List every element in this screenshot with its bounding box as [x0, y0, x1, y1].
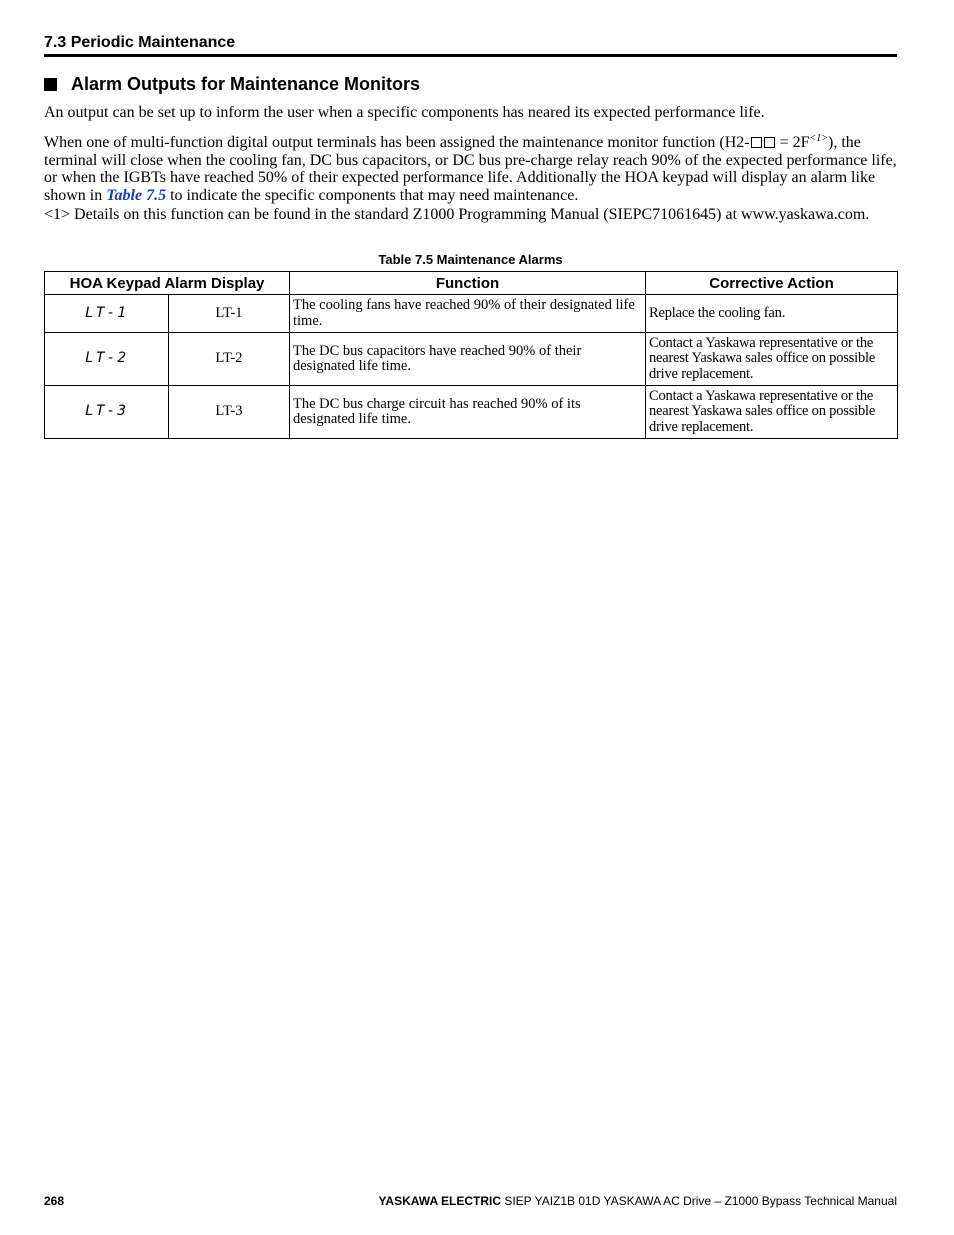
page-number: 268 — [44, 1194, 65, 1208]
placeholder-box-icon — [751, 137, 762, 148]
alarm-code: LT-2 — [169, 333, 290, 386]
alarm-function: The DC bus capacitors have reached 90% of their designated life time. — [290, 333, 646, 386]
segment-display-icon: LT-3 — [45, 386, 169, 439]
table-row — [45, 295, 898, 333]
section-header: 7.3 Periodic Maintenance — [44, 34, 897, 57]
paragraph-text-4: to indicate the specific components that may need maintenance. — [166, 186, 579, 204]
corrective-action: Replace the cooling fan. — [646, 295, 898, 333]
table-row — [45, 333, 898, 386]
square-bullet-icon — [44, 78, 57, 91]
maintenance-paragraph — [44, 130, 899, 204]
alarm-code: LT-1 — [169, 295, 290, 333]
table-header-row — [45, 272, 898, 295]
corrective-action: Contact a Yaskawa representative or the nearest Yaskawa sales office on possible drive replacement. — [646, 386, 898, 439]
heading-text: Alarm Outputs for Maintenance Monitors — [71, 74, 421, 94]
alarm-function: The cooling fans have reached 90% of their designated life time. — [290, 295, 646, 333]
corrective-action: Contact a Yaskawa representative or the nearest Yaskawa sales office on possible drive replacement. — [646, 333, 898, 386]
table-row — [45, 386, 898, 439]
paragraph-text-2: = 2F — [775, 134, 810, 151]
table-caption: Table 7.5 Maintenance Alarms — [378, 252, 563, 267]
footer-doc-info — [379, 1194, 897, 1208]
paragraph-text-3: ), the terminal will close when the cooling fan, DC bus capacitors, or DC bus pre-charge relay reach 90% of the expected performance life, or when the IGBTs have reached 50% of their expected performance life. Additionally the HOA keypad will display an alarm like shown in — [44, 134, 897, 204]
segment-display-icon: LT-1 — [45, 295, 169, 333]
footnote-reference[interactable]: <1> — [809, 133, 829, 144]
column-header-action: Corrective Action — [646, 272, 898, 295]
placeholder-box-icon — [764, 137, 775, 148]
alarm-code: LT-3 — [169, 386, 290, 439]
column-header-function: Function — [290, 272, 646, 295]
alarm-function: The DC bus charge circuit has reached 90% of its designated life time. — [290, 386, 646, 439]
segment-display-icon: LT-2 — [45, 333, 169, 386]
section-heading — [44, 74, 420, 95]
paragraph-text-1: When one of multi-function digital output terminals has been assigned the maintenance monitor function (H2- — [44, 134, 750, 151]
column-header-display: HOA Keypad Alarm Display — [45, 272, 290, 295]
footer-title: SIEP YAIZ1B 01D YASKAWA AC Drive – Z1000 Bypass Technical Manual — [504, 1194, 897, 1208]
footer-brand: YASKAWA ELECTRIC — [378, 1194, 501, 1208]
intro-paragraph: An output can be set up to inform the user when a specific components has neared its expected performance life. — [44, 104, 765, 121]
table-link[interactable]: Table 7.5 — [106, 186, 167, 204]
footnote: <1> Details on this function can be found in the standard Z1000 Programming Manual (SIEPC71061645) at www.yaskawa.com. — [44, 206, 870, 223]
maintenance-alarms-table — [44, 271, 898, 439]
